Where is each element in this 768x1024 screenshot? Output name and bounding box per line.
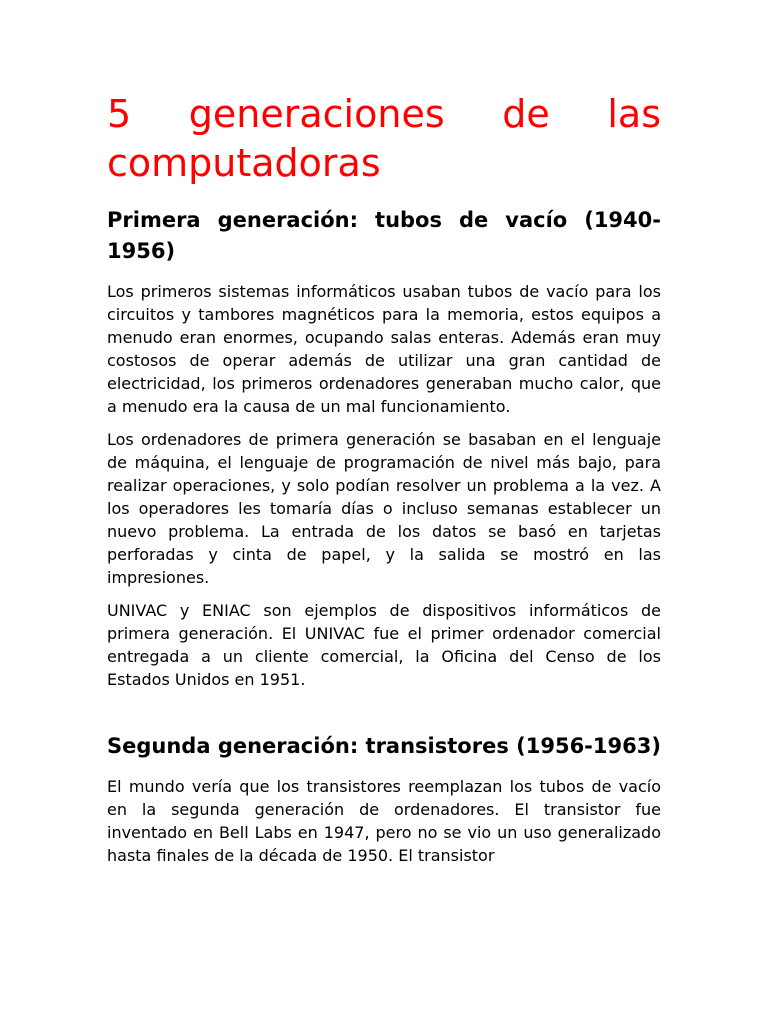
document-title: 5 generaciones de las computadoras: [107, 92, 661, 185]
paragraph: Los ordenadores de primera generación se basaban en el lenguaje de máquina, el lenguaje de programación de nivel más bajo, para realizar operaciones, y solo podían resolver un problema a la vez. A los operadores les tomaría días o incluso semanas establecer un nuevo problema. La entrada de los datos se basó en tarjetas perforadas y cinta de papel, y la salida se mostró en las impresiones.: [107, 430, 661, 587]
section-heading-first-generation: Primera generación: tubos de vacío (1940-1956): [107, 208, 661, 263]
document-page: [107, 0, 661, 867]
paragraph: El mundo vería que los transistores reemplazan los tubos de vacío en la segunda generación de ordenadores. El transistor fue inventado en Bell Labs en 1947, pero no se vio un uso generalizado hasta finales de la década de 1950. El transistor: [107, 777, 661, 865]
section-heading-second-generation: Segunda generación: transistores (1956-1963): [107, 734, 661, 758]
paragraph: UNIVAC y ENIAC son ejemplos de dispositivos informáticos de primera generación. El UNIVAC fue el primer ordenador comercial entregada a un cliente comercial, la Oficina del Censo de los Estados Unidos en 1951.: [107, 601, 661, 689]
paragraph: Los primeros sistemas informáticos usaban tubos de vacío para los circuitos y tambores magnéticos para la memoria, estos equipos a menudo eran enormes, ocupando salas enteras. Además eran muy costosos de operar además de utilizar una gran cantidad de electricidad, los primeros ordenadores generaban mucho calor, que a menudo era la causa de un mal funcionamiento.: [107, 282, 661, 416]
